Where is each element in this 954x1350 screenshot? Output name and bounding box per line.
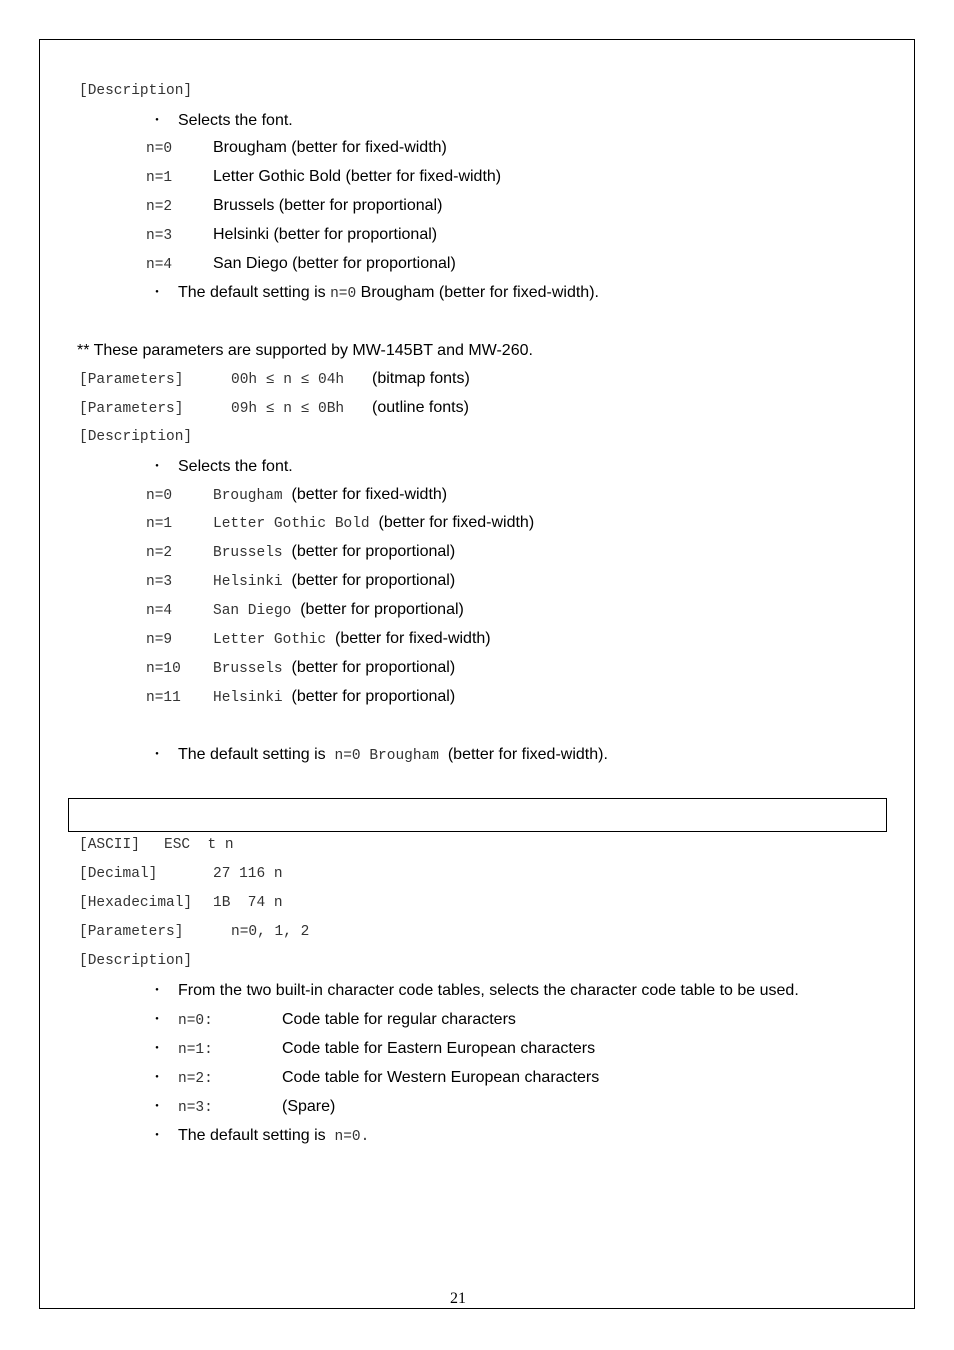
support-note: ** These parameters are supported by MW-145BT and MW-260. [77, 342, 533, 359]
font-entry [213, 513, 534, 534]
parameters-desc: (outline fonts) [372, 399, 469, 416]
font-entry [213, 485, 447, 506]
bullet: ・ [150, 459, 164, 475]
font-code: n=1 [146, 170, 173, 186]
font-entry [213, 542, 455, 563]
font-note: (better for fixed-width) [378, 514, 535, 531]
decimal-tag: [Decimal] [79, 866, 158, 882]
font-code: n=3 [146, 228, 173, 244]
default-code: n=0. [334, 1129, 370, 1145]
font-code: n=2 [146, 199, 173, 215]
font-code: n=11 [146, 690, 181, 706]
parameters-tag: [Parameters] [79, 372, 184, 388]
table-desc: Code table for regular characters [282, 1011, 516, 1028]
font-name: Letter Gothic Bold [213, 516, 370, 532]
default-prefix: The default setting is [178, 1127, 326, 1144]
page-number: 21 [450, 1290, 466, 1307]
default-suffix: (better for fixed-width). [447, 746, 608, 763]
font-entry [213, 600, 464, 621]
default-prefix: The default setting is [178, 746, 326, 763]
font-entry [213, 658, 455, 679]
font-note: (better for proportional) [291, 543, 456, 560]
table-desc: (Spare) [282, 1098, 336, 1115]
default-setting [178, 1126, 369, 1147]
font-note: (better for proportional) [300, 601, 464, 618]
font-entry [213, 687, 455, 708]
font-note: (better for fixed-width) [335, 630, 491, 647]
default-prefix: The default setting is [178, 284, 326, 301]
font-note: (better for proportional) [291, 659, 456, 676]
default-code: n=0 Brougham [334, 748, 439, 764]
description-tag: [Description] [79, 953, 193, 969]
bullet: ・ [150, 1070, 164, 1086]
font-code: n=4 [146, 603, 173, 619]
description-tag: [Description] [79, 83, 193, 99]
font-name: Letter Gothic Bold (better for fixed-width) [213, 168, 502, 185]
font-note: (better for proportional) [291, 688, 456, 705]
font-name: Brussels [213, 661, 283, 677]
parameters-tag: [Parameters] [79, 924, 184, 940]
default-setting [178, 283, 599, 304]
intro-text: Selects the font. [178, 458, 293, 475]
parameters-value: n=0, 1, 2 [231, 924, 310, 940]
parameters-range: 09h ≤ n ≤ 0Bh [231, 401, 345, 417]
decimal-value: 27 116 n [213, 866, 283, 882]
table-desc: Code table for Western European characters [282, 1069, 600, 1086]
bullet: ・ [150, 285, 164, 301]
parameters-desc: (bitmap fonts) [372, 370, 470, 387]
font-code: n=0 [146, 141, 173, 157]
font-name: Helsinki [213, 574, 283, 590]
font-code: n=9 [146, 632, 173, 648]
intro-text: From the two built-in character code tables, selects the character code table to be used. [178, 982, 799, 999]
font-note: (better for proportional) [291, 572, 456, 589]
command-heading-box [68, 798, 887, 832]
bullet: ・ [150, 983, 164, 999]
hexadecimal-value: 1B 74 n [213, 895, 283, 911]
table-desc: Code table for Eastern European characters [282, 1040, 596, 1057]
font-entry [213, 629, 491, 650]
description-tag: [Description] [79, 429, 193, 445]
bullet: ・ [150, 113, 164, 129]
font-code: n=3 [146, 574, 173, 590]
font-name: Brougham [213, 488, 283, 504]
font-name: Brussels (better for proportional) [213, 197, 443, 214]
bullet: ・ [150, 1099, 164, 1115]
font-code: n=2 [146, 545, 173, 561]
font-code: n=1 [146, 516, 173, 532]
table-code: n=2: [178, 1071, 213, 1087]
font-name: Brougham (better for fixed-width) [213, 139, 447, 156]
ascii-value: ESC t n [164, 837, 234, 853]
font-name: Helsinki (better for proportional) [213, 226, 438, 243]
intro-text: Selects the font. [178, 112, 293, 129]
table-code: n=0: [178, 1013, 213, 1029]
bullet: ・ [150, 747, 164, 763]
font-code: n=4 [146, 257, 173, 273]
hexadecimal-tag: [Hexadecimal] [79, 895, 193, 911]
default-code: n=0 [330, 286, 357, 302]
font-code: n=10 [146, 661, 181, 677]
font-entry [213, 571, 455, 592]
default-setting [178, 745, 608, 766]
font-name: Helsinki [213, 690, 283, 706]
ascii-tag: [ASCII] [79, 837, 140, 853]
font-name: Brussels [213, 545, 283, 561]
font-name: Letter Gothic [213, 632, 327, 648]
bullet: ・ [150, 1012, 164, 1028]
table-code: n=3: [178, 1100, 213, 1116]
parameters-tag: [Parameters] [79, 401, 184, 417]
bullet: ・ [150, 1128, 164, 1144]
font-note: (better for fixed-width) [291, 486, 448, 503]
font-name: San Diego [213, 603, 292, 619]
parameters-range: 00h ≤ n ≤ 04h [231, 372, 345, 388]
font-code: n=0 [146, 488, 173, 504]
default-suffix: Brougham (better for fixed-width). [360, 284, 599, 301]
bullet: ・ [150, 1041, 164, 1057]
font-name: San Diego (better for proportional) [213, 255, 456, 272]
table-code: n=1: [178, 1042, 213, 1058]
